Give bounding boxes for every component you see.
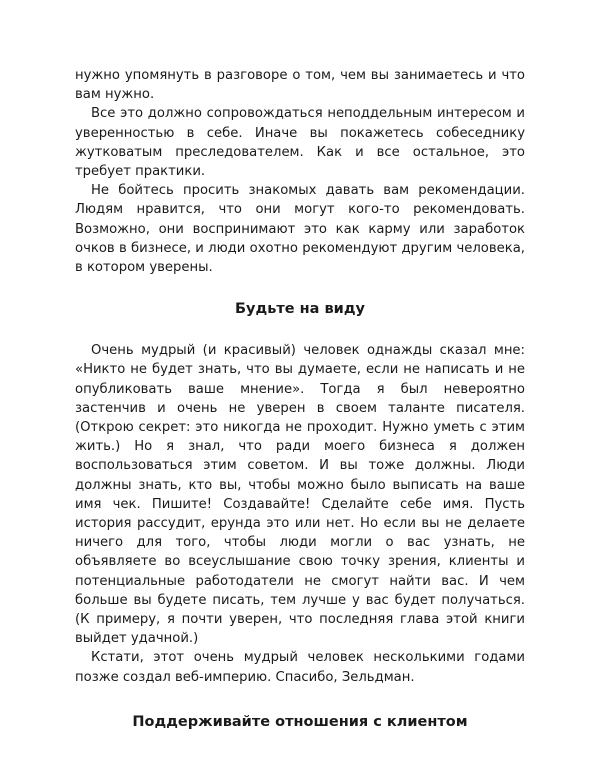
paragraph: Все это должно сопровождаться неподдельным интересом и уверенностью в себе. Иначе вы покажетесь собеседнику жутковатым преследователем. Как и все остальное, это требует практики. <box>75 106 525 180</box>
section-heading: Поддерживайте отношения с клиентом <box>132 713 468 730</box>
page-body <box>75 66 525 732</box>
paragraph: нужно упомянуть в разговоре о том, чем вы занимаетесь и что вам нужно. <box>75 68 525 103</box>
section-heading: Будьте на виду <box>234 301 366 318</box>
paragraph: Очень мудрый (и красивый) человек однажды сказал мне: «Никто не будет знать, что вы думаете, если не написать и не опубликовать ваше мнение». Тогда я был невероятно застенчив и очень не уверен в своем таланте писателя. (Открою секрет: это никогда не проходит. Нужно уметь с этим жить.) Но я знал, что ради моего бизнеса я должен воспользоваться этим советом. И вы тоже должны. Люди должны знать, кто вы, чтобы можно было выписать на ваше имя чек. Пишите! Создавайте! Сделайте себе имя. Пусть история рассудит, ерунда это или нет. Но если вы не делаете ничего для того, чтобы люди могли о вас узнать, не объявляете во всеуслышание свою точку зрения, клиенты и потенциальные работодатели не смогут найти вас. И чем больше вы будете писать, тем лучше у вас будет получаться. (К примеру, я почти уверен, что последняя глава этой книги выйдет удачной.) <box>75 343 525 647</box>
paragraph: Не бойтесь просить знакомых давать вам рекомендации. Людям нравится, что они могут кого-то рекомендовать. Возможно, они воспринимают это как карму или заработок очков в бизнесе, и люди охотно рекомендуют другим человека, в котором уверены. <box>75 183 525 276</box>
paragraph: Кстати, этот очень мудрый человек несколькими годами позже создал веб-империю. Спасибо, Зельдман. <box>75 650 525 685</box>
